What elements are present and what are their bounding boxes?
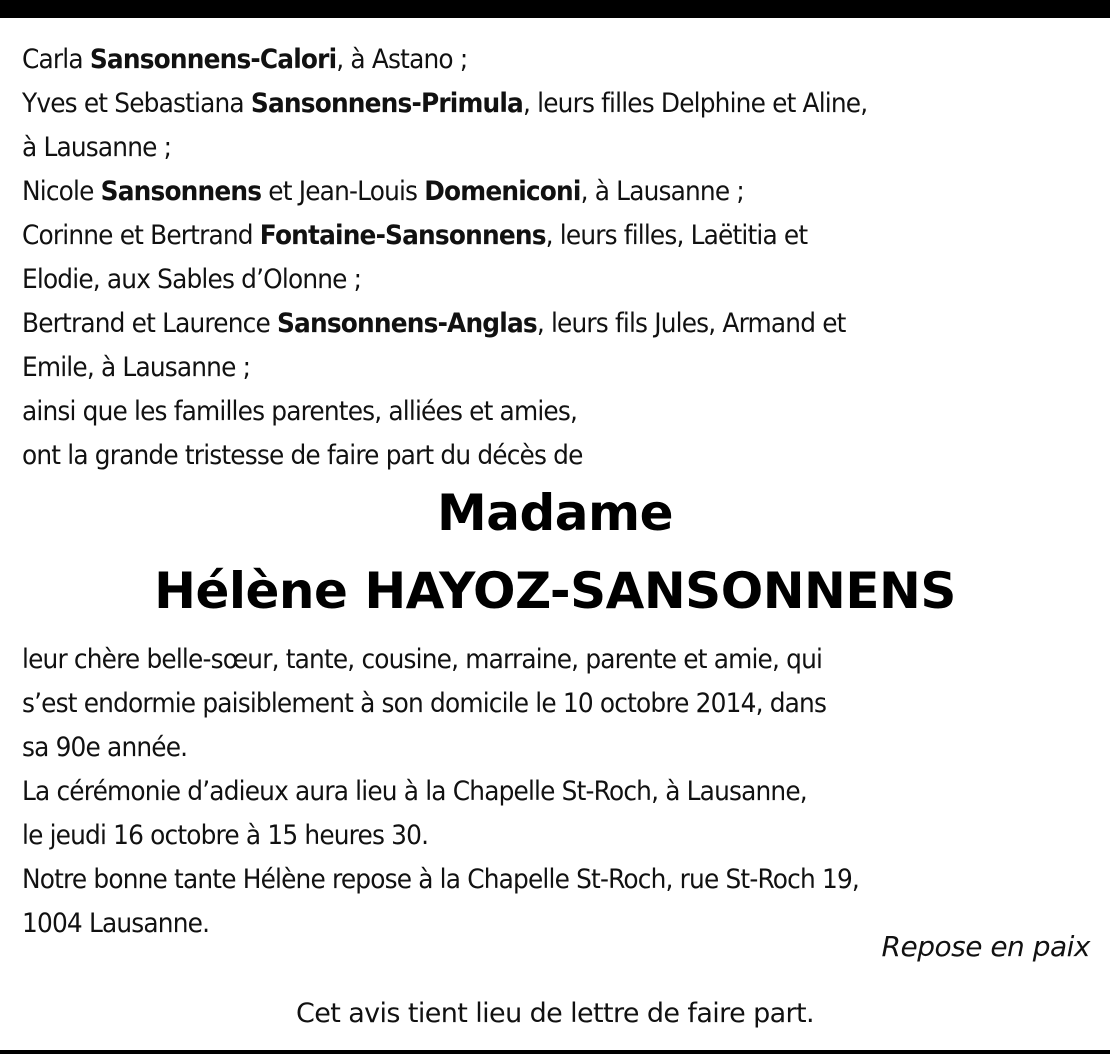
- family-line: Corinne et Bertrand Fontaine-Sansonnens, leurs filles, Laëtitia et: [22, 220, 808, 251]
- family-line: Yves et Sebastiana Sansonnens-Primula, leurs filles Delphine et Aline,: [22, 88, 868, 119]
- family-line: Bertrand et Laurence Sansonnens-Anglas, leurs fils Jules, Armand et: [22, 308, 846, 339]
- family-line: Emile, à Lausanne ;: [22, 352, 251, 383]
- footer-note: Cet avis tient lieu de lettre de faire part.: [295, 998, 815, 1029]
- detail-line: s’est endormie paisiblement à son domicile le 10 octobre 2014, dans: [22, 688, 827, 719]
- detail-line: leur chère belle-sœur, tante, cousine, marraine, parente et amie, qui: [22, 644, 823, 675]
- detail-line: sa 90e année.: [22, 732, 188, 763]
- detail-line: Notre bonne tante Hélène repose à la Chapelle St-Roch, rue St-Roch 19,: [22, 864, 859, 895]
- family-list: [22, 38, 1006, 478]
- detail-line: La cérémonie d’adieux aura lieu à la Chapelle St-Roch, à Lausanne,: [22, 776, 807, 807]
- detail-line: le jeudi 16 octobre à 15 heures 30.: [22, 820, 429, 851]
- family-line: Elodie, aux Sables d’Olonne ;: [22, 264, 362, 295]
- family-line: ainsi que les familles parentes, alliées et amies,: [22, 396, 578, 427]
- closing-phrase: Repose en paix: [881, 930, 1090, 963]
- deceased-name: Hélène HAYOZ-SANSONNENS: [154, 562, 956, 620]
- top-border: [0, 0, 1110, 18]
- family-line: Carla Sansonnens-Calori, à Astano ;: [22, 44, 468, 75]
- family-line: Nicole Sansonnens et Jean-Louis Domeniconi, à Lausanne ;: [22, 176, 744, 207]
- detail-line: 1004 Lausanne.: [22, 908, 210, 939]
- family-line: à Lausanne ;: [22, 132, 172, 163]
- family-line: ont la grande tristesse de faire part du décès de: [22, 440, 583, 471]
- bottom-border: [0, 1050, 1110, 1054]
- announcement-details: [22, 638, 1080, 946]
- deceased-title: Madame: [436, 484, 674, 542]
